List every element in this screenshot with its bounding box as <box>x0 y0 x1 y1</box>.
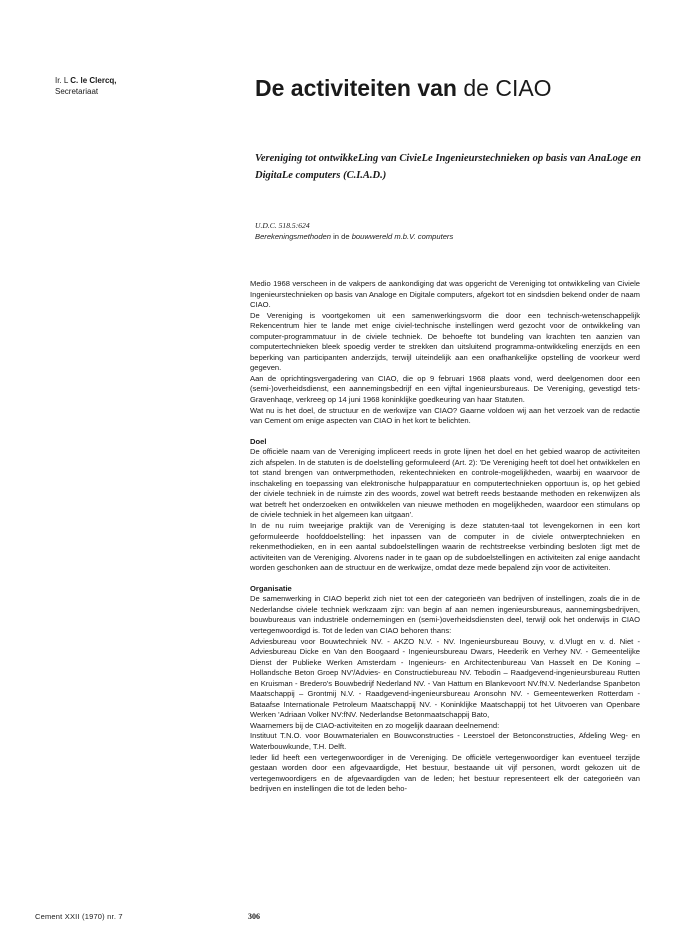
body-paragraph: In de nu ruim tweejarige praktijk van de Vereniging is deze statuten-taal tot levengekornen in een kort geformuleerde hoofddoelstelling: het inpassen van de computer in de civiele ontwerptechnieken en rekenmethodieken, en in een aantal subdoelstellingen waarin de rechtstreekse verbinding besloten :ligt met de activiteiten van de Vereniging. Alvorens nader in te gaan op de subdoelstellingen en activiteiten zal enige aandacht worden geschonken aan de structuur en de werkwijze, omdat deze mede bepalend zijn voor de activiteiten. <box>250 521 640 573</box>
udc-block <box>255 220 453 242</box>
article-title: De activiteiten van de CIAO <box>255 75 552 101</box>
article-subtitle: Vereniging tot ontwikkeLing van CivieLe Ingenieurstechnieken op basis van AnaLoge en DigitaLe computers (C.I.A.D.) <box>255 153 641 181</box>
body-paragraph: Wat nu is het doel, de structuur en de werkwijze van CIAO? Gaarne voldoen wij aan het verzoek van de redactie van Cement om enige aspecten van CIAO in het kort te belichten. <box>250 405 640 426</box>
author-block <box>55 75 117 97</box>
author-name: Ir. L C. le Clercq, <box>55 76 117 85</box>
body-paragraph: De samenwerking in CIAO beperkt zich niet tot een der categorieën van bedrijven of instellingen, zoals die in de Nederlandse civiele techniek werkzaam zijn: van begin af aan nemen ingenieursbureaus, aannemingsbedrijven, bouwbureaus van industriële ondernemingen en (semi-)overheidsdiensten deel, terwijl ook het onderwijs in CIAO vertegenwoordigd is. Tot de leden van CIAO behoren thans: <box>250 594 640 635</box>
udc-description: Berekeningsmethoden in de bouwwereld m.b.V. computers <box>255 232 454 241</box>
body-paragraph: Aan de oprichtingsvergadering van CIAO, die op 9 februari 1968 plaats vond, werd deelgenomen door een (semi-)overheidsdienst, een aannemingsbedrijf en een vijftal ingenieursbureaus. De Vereniging, gevestigd tets-Gravenhaqe, verkreeg op 14 juni 1968 koninklijke goedkeuring van haar Statuten. <box>250 373 640 405</box>
journal-reference: Cement XXII (1970) nr. 7 <box>35 912 123 921</box>
body-paragraph: Instituut T.N.O. voor Bouwmaterialen en Bouwconstructies - Leerstoel der Betonconstructies, Afdeling Weg- en Waterbouwkunde, T.H. Delft. <box>250 731 640 751</box>
article-body <box>250 279 640 795</box>
body-paragraph: Waarnemers bij de CIAO-activiteiten en zo mogelijk daaraan deelnemend: <box>250 720 500 730</box>
section-heading-organisatie: Organisatie <box>250 583 292 593</box>
body-paragraph: De officiële naam van de Vereniging impliceert reeds in grote lijnen het doel en het gebied waarop de activiteiten zich afspelen. In de statuten is de doelstelling geformuleerd (Art. 2): 'De Vereniging heeft tot doel het ontwikkelen en tot stand brengen van ontwerpmethoden, rekentechnieken en controle-mogelijkheden, waarbij en waarvoor de inschakeling en toepassing van elektronische hulpapparatuur en computertechnieken opportuun is, op het gebied der civiele techniek in de ruimste zin des woords, zowel wat betreft reeds bestaande methoden en rekenwijzen als wat betreft het onderzoeken en ontwikkelen van nieuwe methoden en mogelijkheden, waardoor een stimulans op de civiele techniek in het algemeen kan uitgaan'. <box>250 447 640 520</box>
page-number: 306 <box>248 912 260 921</box>
author-role: Secretariaat <box>55 87 99 96</box>
body-paragraph: Medio 1968 verscheen in de vakpers de aankondiging dat was opgericht de Vereniging tot ontwikkeling van Civiele Ingenieurstechnieken op basis van Analoge en Digitale computers, afgekort tot en sindsdien bekend onder de naam CIAO. <box>250 279 640 310</box>
body-paragraph: Adviesbureau voor Bouwtechniek NV. - AKZO N.V. - NV. Ingenieursbureau Bouvy, v. d.Vlugt en v. d. Niet - Adviesbureau Dicke en Van den Boogaard - Ingenieursbureau Dwars, Heederik en Verhey NV. - Gemeentelijke Dienst der Publieke Werken Amsterdam - Ingenieurs- en Architectenbureau Van Hasselt en De Koning – Hollandsche Beton Groep NV'/Advies- en Constructiebureau NV. Tebodin – Raadgevend-ingenieursbureau Rutten en Kruisman - Bredero's Bouwbedrijf Nederland NV. - Van Hattum en Blankevoort NV.fN.V. Nederlandse Spanbeton Maatschappij – Grontmij N.V. - Raadgevend-ingenieursbureau Aronsohn NV. - Gemeentewerken Rotterdam - Bataafse Internationale Petroleum Maatschappij NV. - Koninklijke Maatschappij tot het Uitvoeren van Openbare Werken 'Adriaan Volker NV:fNV. Nederlandse Betonmaatschappij Bato, <box>250 636 640 720</box>
body-paragraph: De Vereniging is voortgekomen uit een samenwerkingsvorm die door een technisch-wetenschappelijk Rekencentrum hier te lande met enige civiel-technische instellingen werd gezocht voor de ontwikkeling van computer-programmatuur in de civiele techniek. De behoefte tot bundeling van krachten ten aanzien van computertechnieken bleek spoedig verder te strekken dan uitsluitend programma-ontwikkeling enerzijds en een beperking van participanten anderzijds, terwijl uiteindelijk aan een onafhankelijke opstelling de voorkeur werd gegeven. <box>250 310 640 373</box>
body-paragraph: Ieder lid heeft een vertegenwoordiger in de Vereniging. De officiële vertegenwoordiger kan eventueel terzijde gestaan worden door een afgevaardigde, Het bestuur, bestaande uit vijf personen, wordt gekozen uit de vertegenwoordigers en de afgevaardigden van de leden; het bestuur representeert elk der categorieën van bedrijven en instellingen die tot de leden beho- <box>250 752 640 794</box>
udc-code: U.D.C. 518.5:624 <box>255 221 310 230</box>
section-heading-doel: Doel <box>250 436 267 446</box>
